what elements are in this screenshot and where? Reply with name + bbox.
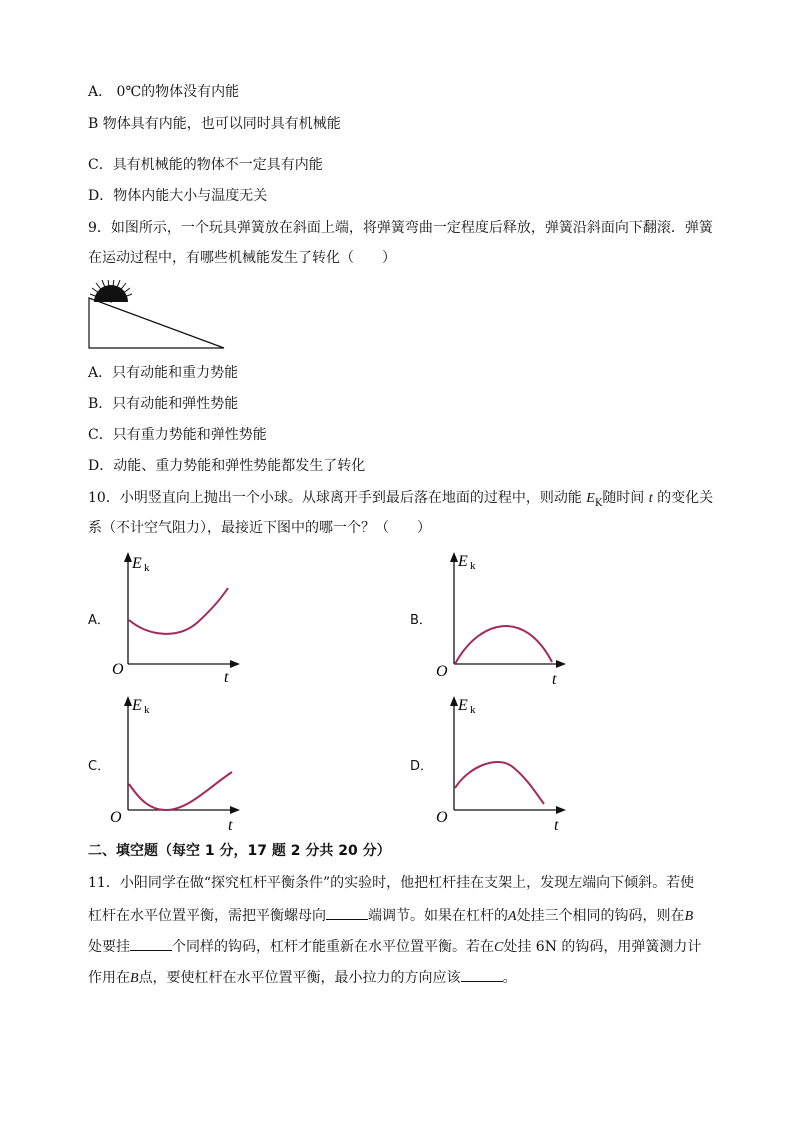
graph-b-origin: O: [436, 663, 448, 680]
graph-a-origin: O: [112, 661, 124, 678]
q11-line1: 11．小阳同学在做“探究杠杆平衡条件”的实验时，他把杠杆挂在支架上，发现左端向下倾斜。若使: [88, 875, 695, 891]
graph-d-ylabel-sub: k: [470, 704, 476, 716]
answer-blank-3[interactable]: [461, 967, 503, 982]
graph-d-origin: O: [436, 809, 448, 826]
q11-line3: 处要挂 个同样的钩码，杠杆才能重新在水平位置平衡。若在C处挂 6N 的钩码，用弹簧测力计: [88, 936, 701, 957]
q8-option-c: C．具有机械能的物体不一定具有内能: [88, 157, 323, 173]
q8-option-a: A． 0℃的物体没有内能: [88, 84, 240, 100]
graph-d-ylabel: E: [458, 697, 468, 714]
graph-d-xlabel: t: [554, 817, 559, 832]
graph-a-ylabel-sub: k: [144, 562, 150, 574]
q8-option-b: B 物体具有内能，也可以同时具有机械能: [88, 116, 341, 132]
graph-c-ylabel-sub: k: [144, 704, 150, 716]
q9-option-b: B．只有动能和弹性势能: [88, 396, 239, 412]
graph-c-curve: [129, 772, 232, 810]
graph-a-curve: [129, 588, 228, 634]
q9-option-a: A．只有动能和重力势能: [88, 365, 239, 381]
graph-a-label: A．: [88, 613, 110, 628]
graph-b-label: B．: [410, 613, 432, 628]
graph-b-ylabel: E: [458, 553, 468, 570]
graph-c-ylabel: E: [132, 697, 142, 714]
q9-stem-line1: 9．如图所示，一个玩具弹簧放在斜面上端，将弹簧弯曲一定程度后释放，弹簧沿斜面向下翻滚．弹簧: [88, 220, 713, 236]
graph-a-ylabel: E: [132, 555, 142, 572]
graph-d-curve: [455, 762, 544, 804]
graph-a: [108, 548, 248, 688]
answer-blank-1[interactable]: [326, 905, 368, 920]
section-heading: 二、填空题（每空 1 分，17 题 2 分共 20 分）: [88, 843, 391, 859]
graph-b-ylabel-sub: k: [470, 560, 476, 572]
graph-b: [434, 548, 574, 688]
q11-line4: 作用在B点，要使杠杆在水平位置平衡，最小拉力的方向应该 。: [88, 967, 517, 988]
q11-line2: 杠杆在水平位置平衡，需把平衡螺母向 端调节。如果在杠杆的A处挂三个相同的钩码，则在B: [88, 905, 693, 926]
q9-option-c: C．只有重力势能和弹性势能: [88, 427, 267, 443]
graph-d: [434, 692, 574, 832]
q8-option-d: D．物体内能大小与温度无关: [88, 188, 268, 204]
graph-b-xlabel: t: [552, 671, 557, 688]
graph-b-curve: [455, 626, 552, 664]
answer-blank-2[interactable]: [130, 936, 172, 951]
q10-stem-line2: 系（不计空气阻力），最接近下图中的哪一个？（ ）: [88, 520, 431, 536]
q9-option-d: D．动能、重力势能和弹性势能都发生了转化: [88, 458, 366, 474]
graph-c: [108, 692, 248, 832]
q10-stem-line1: 10．小明竖直向上抛出一个小球。从球离开手到最后落在地面的过程中，则动能 $E_K$随时间 t 的变化关: [88, 490, 714, 509]
graph-d-label: D．: [410, 759, 434, 774]
graph-c-origin: O: [110, 809, 122, 826]
incline-spring-figure: [86, 280, 228, 352]
graph-c-xlabel: t: [228, 817, 233, 832]
q9-stem-line2: 在运动过程中，有哪些机械能发生了转化（ ）: [88, 250, 396, 266]
spring-icon: [90, 280, 132, 302]
graph-c-label: C．: [88, 759, 111, 774]
graph-a-xlabel: t: [224, 669, 229, 686]
